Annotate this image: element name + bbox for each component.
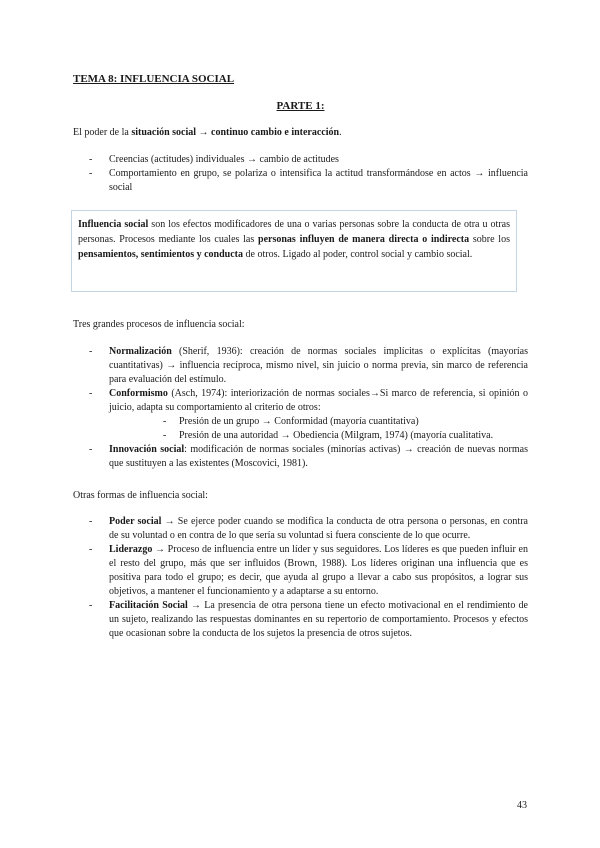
list-item: - Creencias (actitudes) individuales → cambio de actitudes — [89, 154, 339, 165]
list-item: - Presión de un grupo → Conformidad (mayoría cuantitativa) — [163, 416, 419, 427]
procesos-list — [73, 345, 528, 471]
list-item: - Liderazgo → Proceso de influencia entre un líder y sus seguidores. Los líderes es que pueden influir en el resto del grupo, más que ser influidos (Brown, 1988). Los líderes originan una influencia que es positiva para todo el grupo; es decir, que ayuda al grupo a llevar a cabo sus propósitos, a lograr sus objetivos, a mantener el funcionamiento y a adaptarse a su entorno. — [89, 544, 528, 597]
intro-list — [73, 153, 528, 195]
page-number: 43 — [517, 800, 527, 811]
definition-box: Influencia social son los efectos modificadores de una o varias personas sobre la conducta de otra u otras personas. Procesos mediante los cuales las personas influyen de manera directa o indirecta sobre los pensamientos, sentimientos y conducta de otros. Ligado al poder, control social y cambio social. — [71, 210, 517, 292]
section-heading: PARTE 1: — [276, 100, 325, 112]
conformismo-sublist — [109, 415, 528, 443]
list-item: - Conformismo (Asch, 1974): interiorización de normas sociales→Si marco de referencia, si opinión o juicio, adapta su comportamiento al criterio de otros: - Presión de un grupo → Conformidad (mayoría cuantitativa) - Presión de una autoridad → Obediencia (Milgram, 1974) (mayoría cualitativa. — [89, 388, 528, 441]
list-item: - Poder social → Se ejerce poder cuando se modifica la conducta de otra persona o personas, en contra de su voluntad o en contra de lo que sería su voluntad si fuera consciente de lo que ocurre. — [89, 516, 528, 541]
tres-heading: Tres grandes procesos de influencia social: — [73, 319, 245, 330]
list-item: - Comportamiento en grupo, se polariza o intensifica la actitud transformándose en actos → influencia social — [89, 168, 528, 193]
list-item: - Presión de una autoridad → Obediencia (Milgram, 1974) (mayoría cualitativa. — [163, 430, 494, 441]
otras-heading: Otras formas de influencia social: — [73, 490, 208, 501]
document-title: TEMA 8: INFLUENCIA SOCIAL — [73, 73, 235, 85]
otras-list — [73, 515, 528, 641]
list-item: - Facilitación Social → La presencia de otra persona tiene un efecto motivacional en el rendimiento de un sujeto, realizando las respuestas dominantes en su repertorio de comportamiento. Procesos y efectos que ocasionan sobre la conducta de los sujetos la presencia de otros sujetos. — [89, 600, 528, 639]
list-item: - Innovación social: modificación de normas sociales (minorías activas) → creación de nuevas normas que sustituyen a las existentes (Moscovici, 1981). — [89, 444, 528, 469]
list-item: - Normalización (Sherif, 1936): creación de normas sociales implícitas o explícitas (mayorías cuantitativas) → influencia recíproca, mismo nivel, sin juicio o norma previa, sin marco de referencia para evaluación del estímulo. — [89, 346, 528, 385]
intro-paragraph: El poder de la situación social → continuo cambio e interacción. — [73, 127, 342, 138]
